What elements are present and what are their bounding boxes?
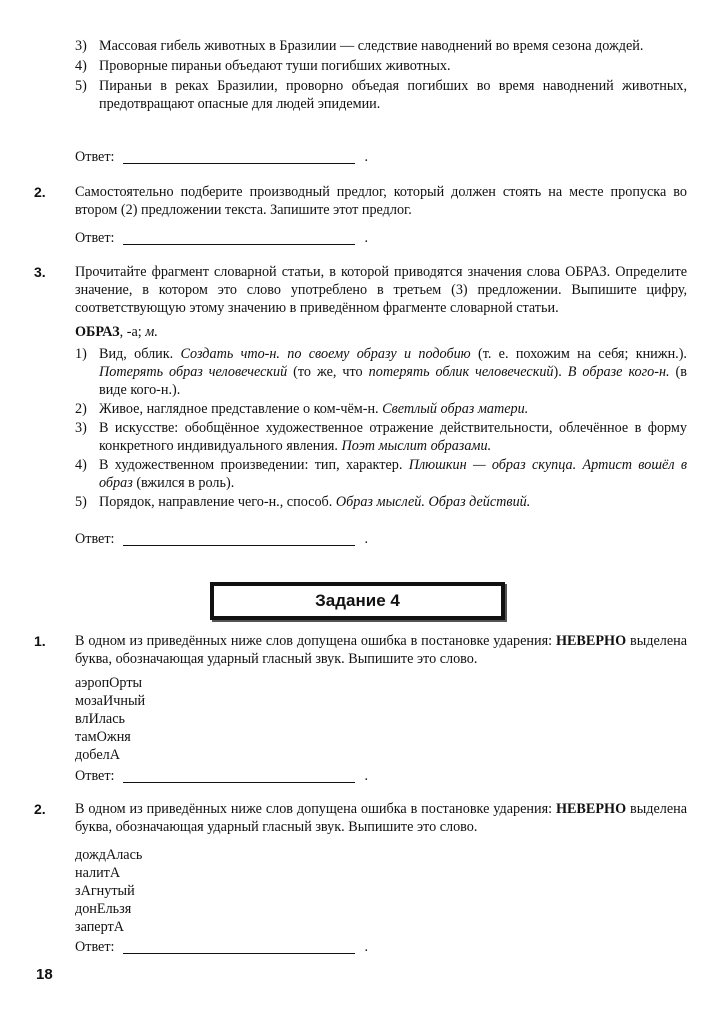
headword: ОБРАЗ (75, 324, 120, 340)
sense-example: потерять облик человеческий (368, 364, 554, 380)
word-item: влИлась (75, 711, 125, 727)
option-item (75, 37, 687, 55)
sense-example: Плюшкин — образ скупца. Артист вошёл в образ (99, 457, 687, 491)
answer-end: . (364, 230, 369, 246)
dictionary-headword (75, 323, 687, 341)
answer-label: Ответ: (75, 531, 115, 547)
headword-grammar: , -а; (119, 324, 146, 340)
sense-example: Поэт мыслит образами. (341, 438, 492, 454)
options-list (75, 37, 687, 113)
sense-example: В образе кого-н. (567, 364, 670, 380)
sense-number: 1) (75, 346, 87, 362)
sense-definition: (т. е. похожим на себя; книжн.). (470, 346, 687, 362)
option-item (75, 77, 687, 113)
word-item: добелА (75, 747, 120, 763)
dictionary-sense (75, 456, 687, 492)
word-list (75, 674, 687, 764)
answer-label: Ответ: (75, 149, 115, 165)
answer-end: . (364, 939, 369, 955)
sense-example: Создать что-н. по своему образу и подобию (180, 346, 471, 362)
answer-end: . (364, 531, 369, 547)
answer-field[interactable] (75, 938, 368, 956)
sense-number: 3) (75, 420, 87, 436)
answer-line[interactable] (123, 151, 355, 164)
sense-number: 5) (75, 494, 87, 510)
section-title: Задание 4 (315, 591, 400, 610)
answer-line[interactable] (123, 232, 355, 245)
sense-definition: ). (553, 364, 568, 380)
sense-definition: В искусстве: обобщённое художественное отражение действительности, облечённое в форму конкретного индивидуального явления. (99, 420, 687, 454)
answer-line[interactable] (123, 770, 355, 783)
answer-field[interactable] (75, 229, 368, 247)
option-number: 3) (75, 38, 87, 54)
answer-field[interactable] (75, 530, 368, 548)
task-2 (34, 183, 687, 219)
option-text: Массовая гибель животных в Бразилии — следствие наводнений во время сезона дождей. (99, 38, 644, 54)
text-emphasis: НЕВЕРНО (555, 633, 627, 649)
answer-field[interactable] (75, 767, 368, 785)
dictionary-sense (75, 419, 687, 455)
task-number: 1. (34, 633, 46, 649)
sense-number: 2) (75, 401, 87, 417)
word-list (75, 846, 687, 936)
sense-definition: В художественном произведении: тип, характер. (99, 457, 409, 473)
z4-task-2 (34, 800, 688, 936)
sense-definition: (в виде кого-н.). (99, 364, 687, 398)
sense-definition: Живое, наглядное представление о ком-чём-н. (99, 401, 383, 417)
answer-line[interactable] (123, 941, 355, 954)
option-item (75, 57, 687, 75)
answer-end: . (364, 768, 369, 784)
task-text (75, 800, 687, 836)
word-item: мозаИчный (75, 693, 146, 709)
task-number: 2. (34, 184, 46, 200)
sense-example: Образ мыслей. Образ действий. (335, 494, 531, 510)
answer-label: Ответ: (75, 768, 115, 784)
option-text: Проворные пираньи объедают туши погибших животных. (99, 58, 451, 74)
option-number: 4) (75, 58, 87, 74)
answer-field[interactable] (75, 148, 368, 166)
sense-definition: Вид, облик. (99, 346, 181, 362)
word-item: запертА (75, 919, 124, 935)
text-part: выделена буква, обозначающая ударный гласный звук. Выпишите это слово. (75, 801, 688, 835)
word-item: донЕльзя (75, 901, 132, 917)
page-number: 18 (36, 966, 53, 983)
task-text: Прочитайте фрагмент словарной статьи, в которой приводятся значения слова ОБРАЗ. Определите значение, в котором это слово употреблено в третьем (3) предложении. Выпишите цифру, соответствующую этому значению в приведённом фрагменте словарной статьи. (75, 264, 687, 316)
dictionary-senses (75, 345, 687, 511)
task-number: 2. (34, 801, 46, 817)
text-emphasis: НЕВЕРНО (555, 801, 627, 817)
word-item: зАгнутый (75, 883, 135, 899)
sense-definition: (то же, что (287, 364, 369, 380)
sense-definition: Порядок, направление чего-н., способ. (99, 494, 336, 510)
section-title-banner (210, 582, 505, 620)
word-item: тамОжня (75, 729, 131, 745)
dictionary-sense (75, 493, 687, 511)
word-item: налитА (75, 865, 121, 881)
answer-line[interactable] (123, 533, 355, 546)
sense-example: Светлый образ матери. (382, 401, 529, 417)
sense-example: Потерять образ человеческий (99, 364, 288, 380)
text-part: В одном из приведённых ниже слов допущена ошибка в постановке ударения: (75, 633, 556, 649)
task-number: 3. (34, 264, 46, 280)
text-part: В одном из приведённых ниже слов допущена ошибка в постановке ударения: (75, 801, 556, 817)
sense-definition: (вжился в роль). (132, 475, 235, 491)
task-3 (34, 263, 687, 511)
headword-gender: м. (145, 324, 158, 340)
answer-label: Ответ: (75, 230, 115, 246)
word-item: аэропОрты (75, 675, 143, 691)
task-text: Самостоятельно подберите производный предлог, который должен стоять на месте пропуска во втором (2) предложении текста. Запишите этот предлог. (75, 184, 687, 218)
task-text (75, 632, 687, 668)
answer-label: Ответ: (75, 939, 115, 955)
option-number: 5) (75, 78, 87, 94)
dictionary-sense (75, 400, 687, 418)
answer-end: . (364, 149, 369, 165)
z4-task-1 (34, 632, 688, 764)
text-part: выделена буква, обозначающая ударный гласный звук. Выпишите это слово. (75, 633, 688, 667)
dictionary-sense (75, 345, 687, 399)
option-text: Пираньи в реках Бразилии, проворно объедая погибших во время наводнений животных, предотвращают опасные для людей эпидемии. (99, 78, 687, 112)
sense-number: 4) (75, 457, 87, 473)
word-item: дождАлась (75, 847, 143, 863)
